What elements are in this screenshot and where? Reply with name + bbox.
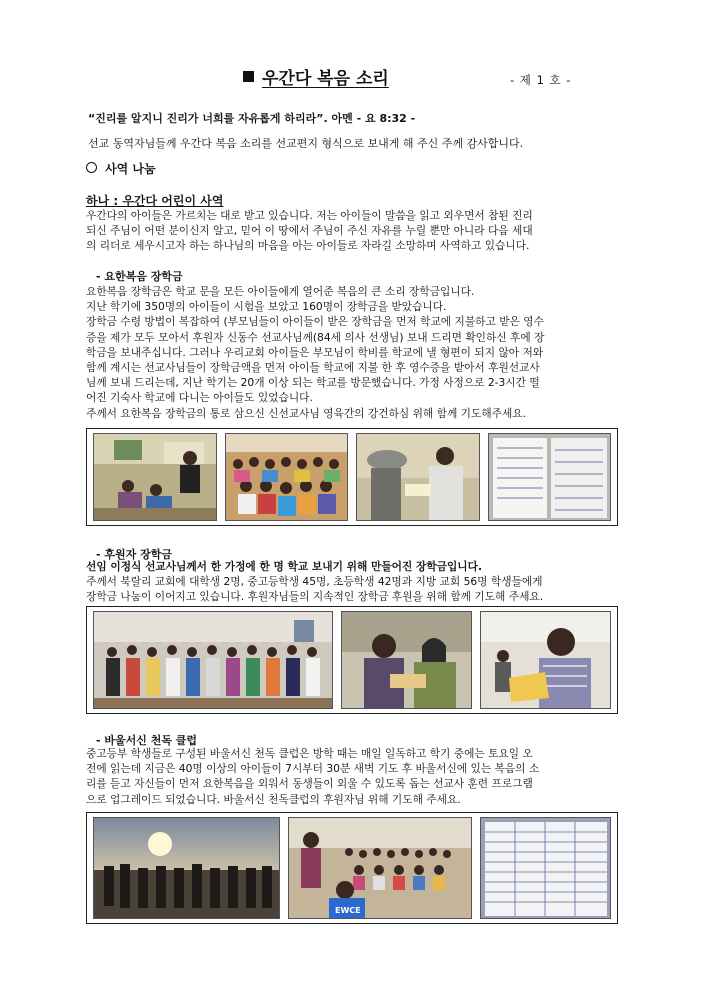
paragraph-line: 요한복음 장학금은 학교 문을 모든 아이들에게 열어준 복음의 큰 소리 장학금입니다. <box>86 285 475 298</box>
paragraph-line: 의 리더로 세우시고자 하는 하나님의 마음을 아는 아이들로 자라길 소망하며 사역하고 있습니다. <box>86 239 530 253</box>
paragraph-lead: 선임 이정식 선교사님께서 한 가정에 한 명 학교 보내기 위해 만들어진 장학금입니다. <box>86 560 483 573</box>
photo-students-group <box>93 611 333 709</box>
photo-receipts <box>488 433 612 521</box>
bible-club-paragraph <box>86 746 616 807</box>
square-bullet-icon <box>243 71 254 82</box>
photo-children-group <box>225 433 349 521</box>
section-heading: 사역 나눔 <box>86 160 156 177</box>
photo-image <box>94 612 333 709</box>
paragraph-line: 어진 기숙사 학교에 다니는 아이들도 있었습니다. <box>86 391 313 405</box>
paragraph-line: 리를 듣고 자신들이 먼저 요한복음을 외워서 동생들이 외울 수 있도록 돕는 선교사 훈련 프로그램 <box>86 777 533 791</box>
paragraph-line: 우간다의 아이들은 가르치는 대로 받고 있습니다. 저는 아이들이 말씀을 읽고 외우면서 참된 진리 <box>86 209 533 222</box>
paragraph-line: 되신 주님이 어떤 분이신지 알고, 믿어 이 땅에서 주님이 주신 자유를 누릴 뿐만 아니라 다음 세대 <box>86 224 533 238</box>
paragraph-line: 중고등부 학생들로 구성된 바울서신 천독 클럽은 방학 때는 매일 일독하고 학기 중에는 토요일 오 <box>86 747 533 760</box>
photo-sunrise-prayer <box>93 817 280 919</box>
photo-row-scholarship <box>86 428 618 526</box>
part1-heading: 하나 : 우간다 어린이 사역 <box>86 194 224 208</box>
photo-student-with-missionary <box>341 611 472 709</box>
paragraph-line: 장학금 나눔이 이어지고 있습니다. 후원자님들의 지속적인 장학금 후원을 위해 함께 기도해 주세요. <box>86 590 544 604</box>
scholarship-paragraph <box>86 284 616 421</box>
scholarship-heading: - 요한복음 장학금 <box>96 270 183 283</box>
paragraph-line: 장학금 수령 방법이 복잡하여 (부모님들이 아이들이 받은 장학금을 먼저 학교에 지불하고 받은 영수 <box>86 315 544 329</box>
photo-image <box>481 818 611 919</box>
paragraph-line: 지난 학기에 350명의 아이들이 시험을 보았고 160명이 장학금을 받았습니다. <box>86 300 447 314</box>
paragraph-line: 함께 계시는 선교사님들이 장학금액을 먼저 아이들 학교에 지불 한 후 영수증을 받아서 후원선교사 <box>86 361 540 375</box>
paragraph-line: 학금을 보내주십니다. 그러나 우리교회 아이들은 부모님이 학비를 학교에 낼 형편이 되지 않아 저와 <box>86 345 544 359</box>
page-title: 우간다 복음 소리 <box>243 64 389 89</box>
photo-image <box>342 612 472 709</box>
shirt-text: EWCE <box>334 906 361 915</box>
photo-student-with-envelope <box>480 611 611 709</box>
paragraph-line: 주께서 요한복음 장학금의 통로 삼으신 신선교사님 영육간의 강건하심 위해 함께 기도해주세요. <box>86 406 527 420</box>
sponsor-heading: - 후원자 장학금 <box>96 548 172 561</box>
paragraph-line: 으로 업그레이드 되었습니다. 바울서신 천독클럽의 후원자님 위해 기도해 주세요. <box>86 792 461 806</box>
sponsor-paragraph <box>86 559 616 605</box>
photo-children-reading <box>93 433 217 521</box>
photo-reading-chart <box>480 817 611 919</box>
photo-image <box>481 612 611 709</box>
photo-image <box>357 434 479 521</box>
paragraph-line: 님께 보내 드리는데, 지난 학기는 20개 이상 되는 학교를 방문했습니다. 가정 사정으로 2-3시간 떨 <box>86 376 540 390</box>
photo-image <box>94 818 280 919</box>
bible-club-heading: - 바울서신 천독 클럽 <box>96 734 198 747</box>
photo-row-sponsor <box>86 606 618 714</box>
part1-paragraph <box>86 208 616 254</box>
photo-image <box>226 434 348 521</box>
circle-bullet-icon <box>86 162 97 173</box>
photo-scholarship-handover <box>356 433 480 521</box>
scripture-verse: “진리를 알지니 진리가 너희를 자유롭게 하리라”. 아멘 - 요 8:32 - <box>88 112 416 125</box>
photo-image <box>289 818 473 919</box>
photo-image <box>94 434 216 521</box>
thanks-line: 선교 동역자님들께 우간다 복음 소리를 선교편지 형식으로 보내게 해 주신 주께 감사합니다. <box>88 137 524 150</box>
paragraph-line: 전에 읽는데 지금은 40명 이상의 아이들이 7시부터 30분 새벽 기도 후 바울서신에 있는 복음의 소 <box>86 762 540 776</box>
issue-number: - 제 1 호 - <box>510 73 572 87</box>
paragraph-line: 증을 제가 모두 모아서 후원자 신동수 선교사님께(84세 의사 선생님) 보내 드리면 확인하신 후에 장 <box>86 330 545 344</box>
photo-row-bible-club <box>86 812 618 924</box>
photo-club-meeting <box>288 817 473 919</box>
paragraph-line: 주께서 북랄리 교회에 대학생 2명, 중고등학생 45명, 초등학생 42명과 지방 교회 56명 학생들에게 <box>86 575 543 589</box>
photo-image <box>489 434 611 521</box>
